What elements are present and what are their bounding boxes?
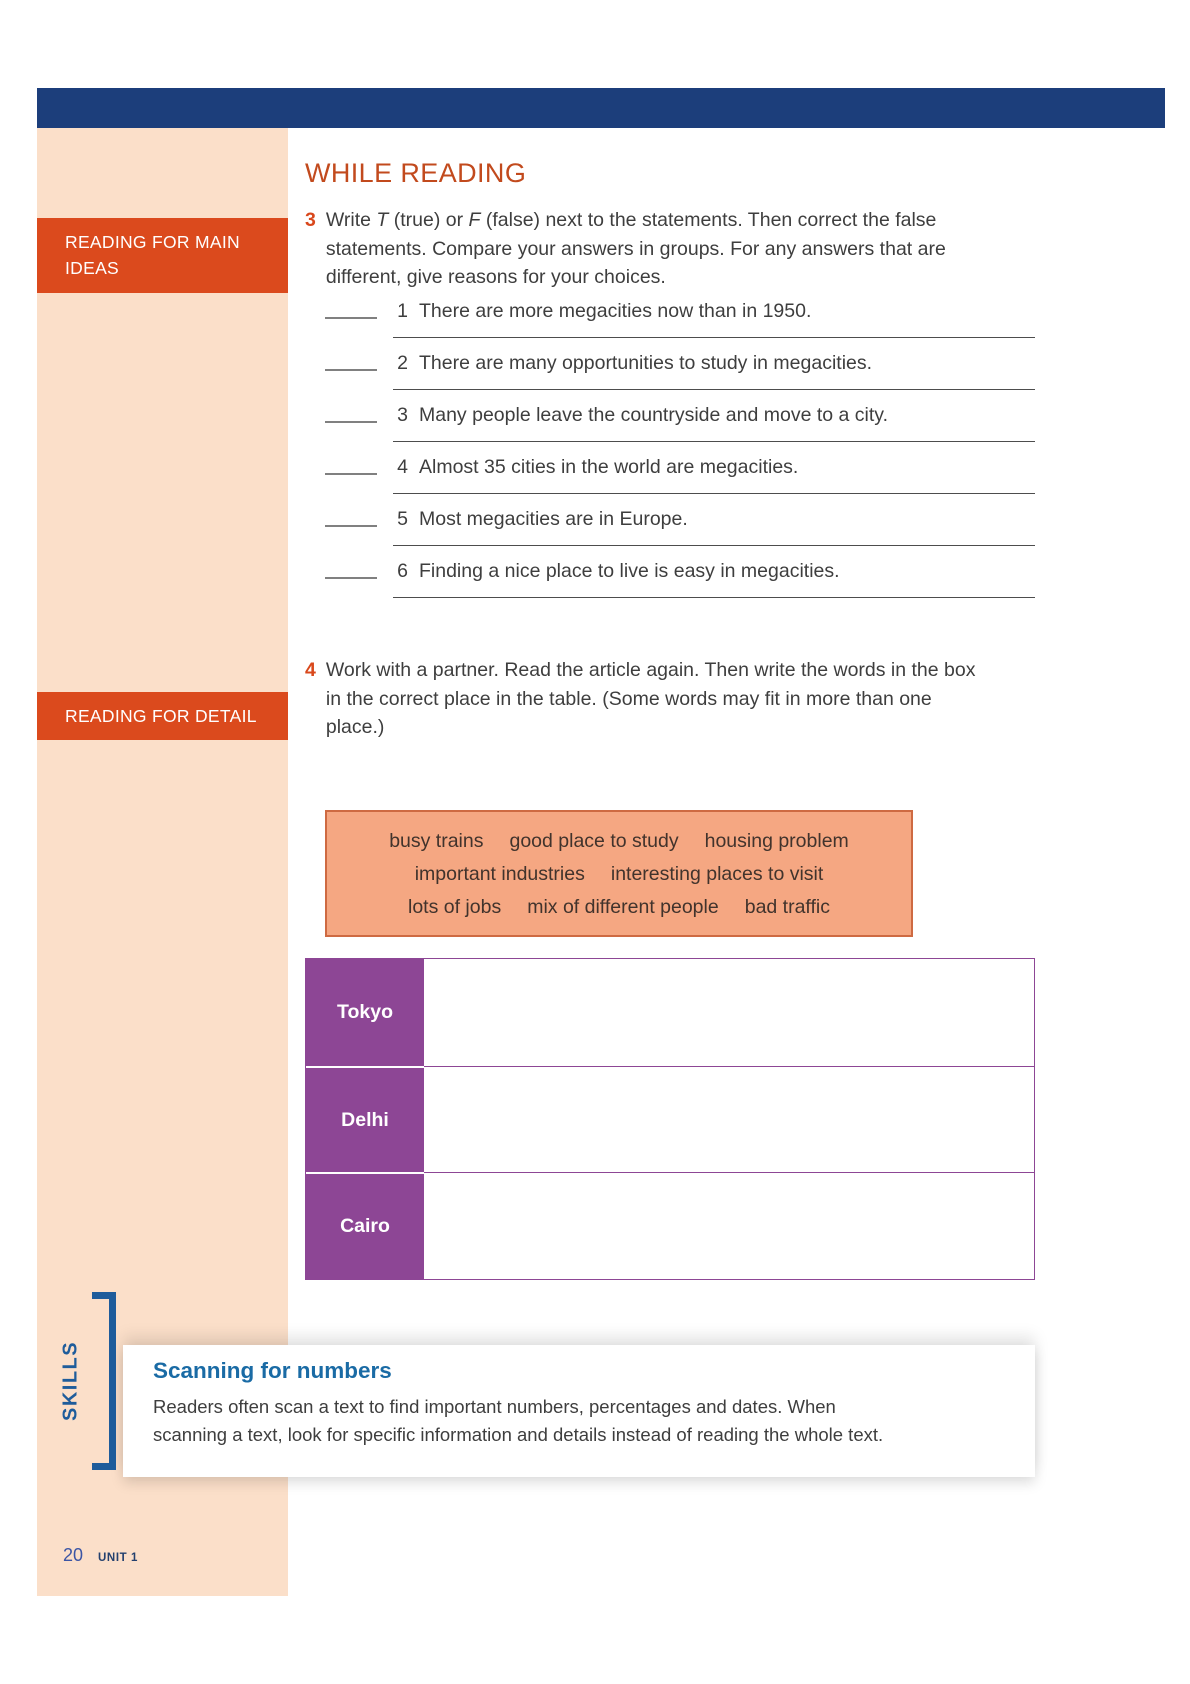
exercise-4-number: 4 (305, 659, 316, 681)
statement-number: 4 (397, 456, 408, 478)
word-box-item: good place to study (509, 830, 679, 852)
statement-text: There are many opportunities to study in megacities. (419, 352, 873, 374)
top-navy-band (37, 88, 1165, 128)
statement-item (305, 352, 1035, 390)
true-false-blank (325, 473, 377, 475)
cities-table (305, 958, 1035, 1280)
true-false-blank (325, 525, 377, 527)
section-heading-while-reading: WHILE READING (305, 158, 527, 188)
statement-text: Almost 35 cities in the world are megacities. (419, 456, 799, 478)
table-answer-cell (424, 1172, 1034, 1279)
correction-answer-line (393, 493, 1035, 494)
table-row-header-tokyo: Tokyo (306, 959, 424, 1066)
statement-item (305, 560, 1035, 598)
word-box-line (335, 858, 903, 891)
word-box-item: interesting places to visit (610, 862, 824, 885)
word-box-item: mix of different people (527, 895, 719, 918)
exercise-3-false-letter: F (468, 209, 481, 231)
correction-answer-line (393, 337, 1035, 338)
word-box-item: lots of jobs (407, 895, 502, 918)
statement-text: Many people leave the countryside and move to a city. (419, 404, 888, 426)
statement-item (305, 456, 1035, 494)
word-box (325, 810, 913, 937)
statement-text: Most megacities are in Europe. (419, 508, 688, 530)
table-row-header-delhi: Delhi (306, 1066, 424, 1173)
table-answer-cell (424, 1066, 1034, 1173)
table-answer-cell (424, 959, 1034, 1066)
statement-item (305, 404, 1035, 442)
skills-box (123, 1345, 1035, 1477)
statement-number: 1 (397, 300, 408, 322)
table-row (306, 959, 1034, 1066)
unit-label: UNIT 1 (98, 1552, 139, 1564)
table-row (306, 1172, 1034, 1279)
statement-number: 6 (397, 560, 408, 582)
skills-box-title: Scanning for numbers (153, 1358, 392, 1383)
word-box-item: bad traffic (744, 895, 830, 918)
page-number: 20 (63, 1545, 84, 1565)
word-box-item: housing problem (704, 830, 849, 852)
exercise-4-instructions: Work with a partner. Read the article again. Then write the words in the box in the correct place in the table. (Some words may fit in more than one place.) (325, 659, 976, 739)
statements-list (305, 300, 1035, 612)
statement-number: 3 (397, 404, 408, 426)
page-footer (63, 1545, 138, 1566)
true-false-blank (325, 577, 377, 579)
skills-box-body-line: Readers often scan a text to find important numbers, percentages and dates. When (153, 1396, 836, 1417)
statement-item (305, 300, 1035, 338)
table-row-header-cairo: Cairo (306, 1172, 424, 1279)
skills-box-body-line: scanning a text, look for specific information and details instead of reading the whole text. (153, 1423, 884, 1445)
statement-text: Finding a nice place to live is easy in megacities. (419, 560, 840, 582)
exercise-3-number: 3 (305, 209, 316, 231)
true-false-blank (325, 421, 377, 423)
statement-text: There are more megacities now than in 1950. (419, 300, 812, 322)
word-box-line (335, 891, 903, 924)
correction-answer-line (393, 597, 1035, 598)
exercise-4 (305, 656, 985, 742)
sidebar-label-reading-for-main-ideas: READING FOR MAIN IDEAS (37, 218, 288, 293)
exercise-3-instructions (326, 206, 970, 292)
table-row (306, 1066, 1034, 1173)
skills-side-label: SKILLS (59, 1340, 82, 1422)
exercise-3-instructions-pre: Write (325, 209, 377, 231)
statement-item (305, 508, 1035, 546)
skills-box-body (153, 1393, 1015, 1449)
word-box-item: busy trains (389, 830, 484, 852)
correction-answer-line (393, 441, 1035, 442)
true-false-blank (325, 369, 377, 371)
statement-number: 2 (397, 352, 408, 374)
exercise-3-true-letter: T (376, 209, 389, 231)
skills-bracket-icon (92, 1292, 116, 1470)
correction-answer-line (393, 545, 1035, 546)
sidebar-label-reading-for-detail: READING FOR DETAIL (37, 692, 288, 740)
exercise-3-instructions-rest: (false) next to the statements. Then correct the false statements. Compare your answers in groups. For any answers that are different, give reasons for your choices. (325, 209, 946, 289)
word-box-line (335, 825, 903, 858)
statement-number: 5 (397, 508, 408, 530)
true-false-blank (325, 317, 377, 319)
exercise-3-instructions-mid: (true) or (388, 209, 469, 231)
word-box-item: important industries (414, 862, 585, 885)
correction-answer-line (393, 389, 1035, 390)
exercise-3 (305, 206, 970, 292)
